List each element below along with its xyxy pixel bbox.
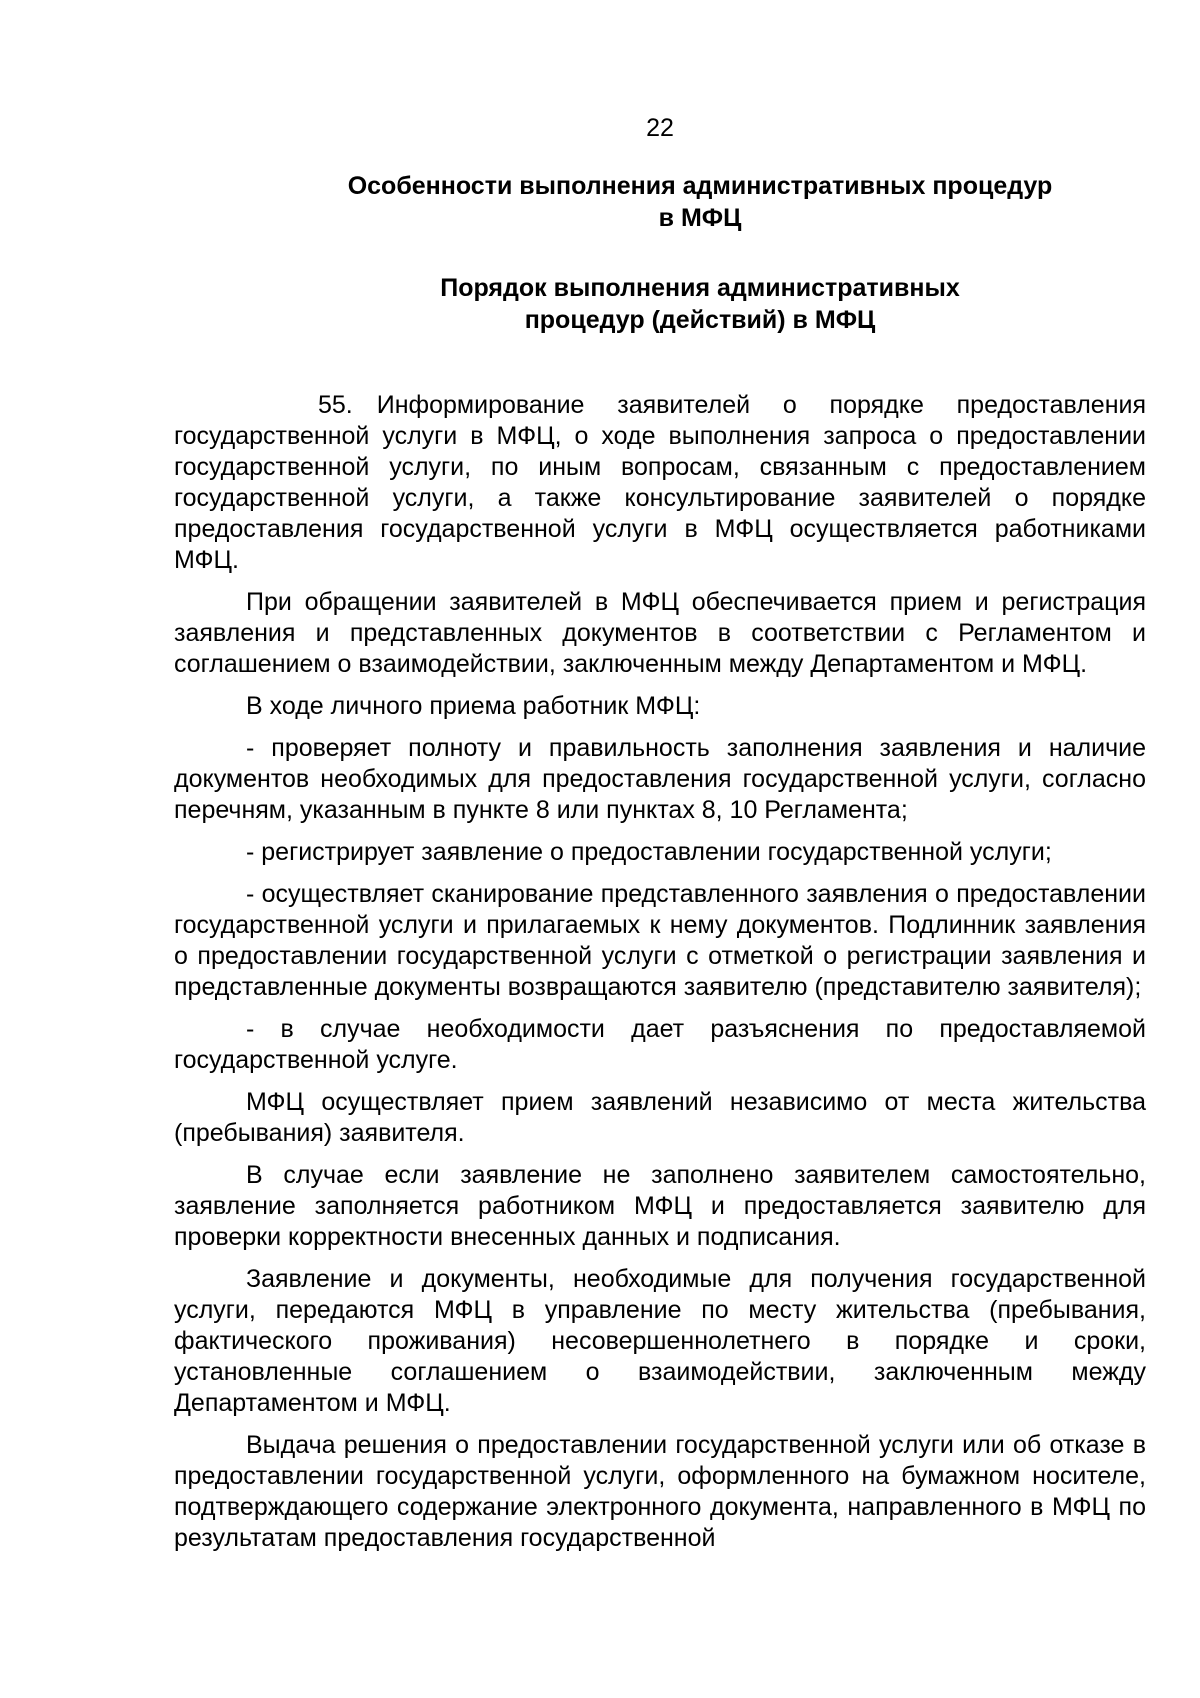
paragraph-text: Информирование заявителей о порядке предоставления государственной услуги в МФЦ, о ходе выполнения запроса о предоставлении государственной услуги, по иным вопросам, связанным с предоставлением государственной услуги, а также консультирование заявителей о порядке предоставления государственной услуги в МФЦ осуществляется работниками МФЦ. (174, 391, 1146, 574)
section-heading (300, 170, 1100, 234)
document-body (174, 390, 1146, 1565)
section-heading-line-1: Особенности выполнения административных процедур (347, 172, 1053, 200)
list-item: - в случае необходимости дает разъяснения по предоставляемой государственной услуге. (174, 1015, 1146, 1074)
paragraph: В ходе личного приема работник МФЦ: (246, 692, 701, 720)
paragraph: Выдача решения о предоставлении государственной услуги или об отказе в предоставлении государственной услуги, оформленного на бумажном носителе, подтверждающего содержание электронного документа, направленного в МФЦ по результатам предоставления государственной (174, 1431, 1146, 1552)
paragraph: Заявление и документы, необходимые для получения государственной услуги, передаются МФЦ в управление по месту жительства (пребывания, фактического проживания) несовершеннолетнего в порядке и сроки, установленные соглашением о взаимодействии, заключенным между Департаментом и МФЦ. (174, 1265, 1146, 1417)
paragraph: В случае если заявление не заполнено заявителем самостоятельно, заявление заполняется работником МФЦ и предоставляется заявителю для проверки корректности внесенных данных и подписания. (174, 1161, 1146, 1251)
page-number: 22 (646, 114, 674, 142)
paragraph-55 (174, 390, 1146, 576)
paragraph: При обращении заявителей в МФЦ обеспечивается прием и регистрация заявления и представленных документов в соответствии с Регламентом и соглашением о взаимодействии, заключенным между Департаментом и МФЦ. (174, 588, 1146, 678)
paragraph: МФЦ осуществляет прием заявлений независимо от места жительства (пребывания) заявителя. (174, 1088, 1146, 1147)
list-item: - проверяет полноту и правильность заполнения заявления и наличие документов необходимых для предоставления государственной услуги, согласно перечням, указанным в пункте 8 или пунктах 8, 10 Регламента; (174, 734, 1146, 824)
list-item: - регистрирует заявление о предоставлении государственной услуги; (246, 838, 1052, 866)
subsection-heading (300, 272, 1100, 336)
subsection-heading-line-2: процедур (действий) в МФЦ (524, 306, 876, 334)
section-heading-line-2: в МФЦ (658, 204, 742, 232)
paragraph-number: 55. (318, 391, 353, 419)
subsection-heading-line-1: Порядок выполнения административных (440, 274, 960, 302)
list-item: - осуществляет сканирование представленного заявления о предоставлении государственной услуги и прилагаемых к нему документов. Подлинник заявления о предоставлении государственной услуги с отметкой о регистрации заявления и представленные документы возвращаются заявителю (представителю заявителя); (174, 880, 1146, 1001)
